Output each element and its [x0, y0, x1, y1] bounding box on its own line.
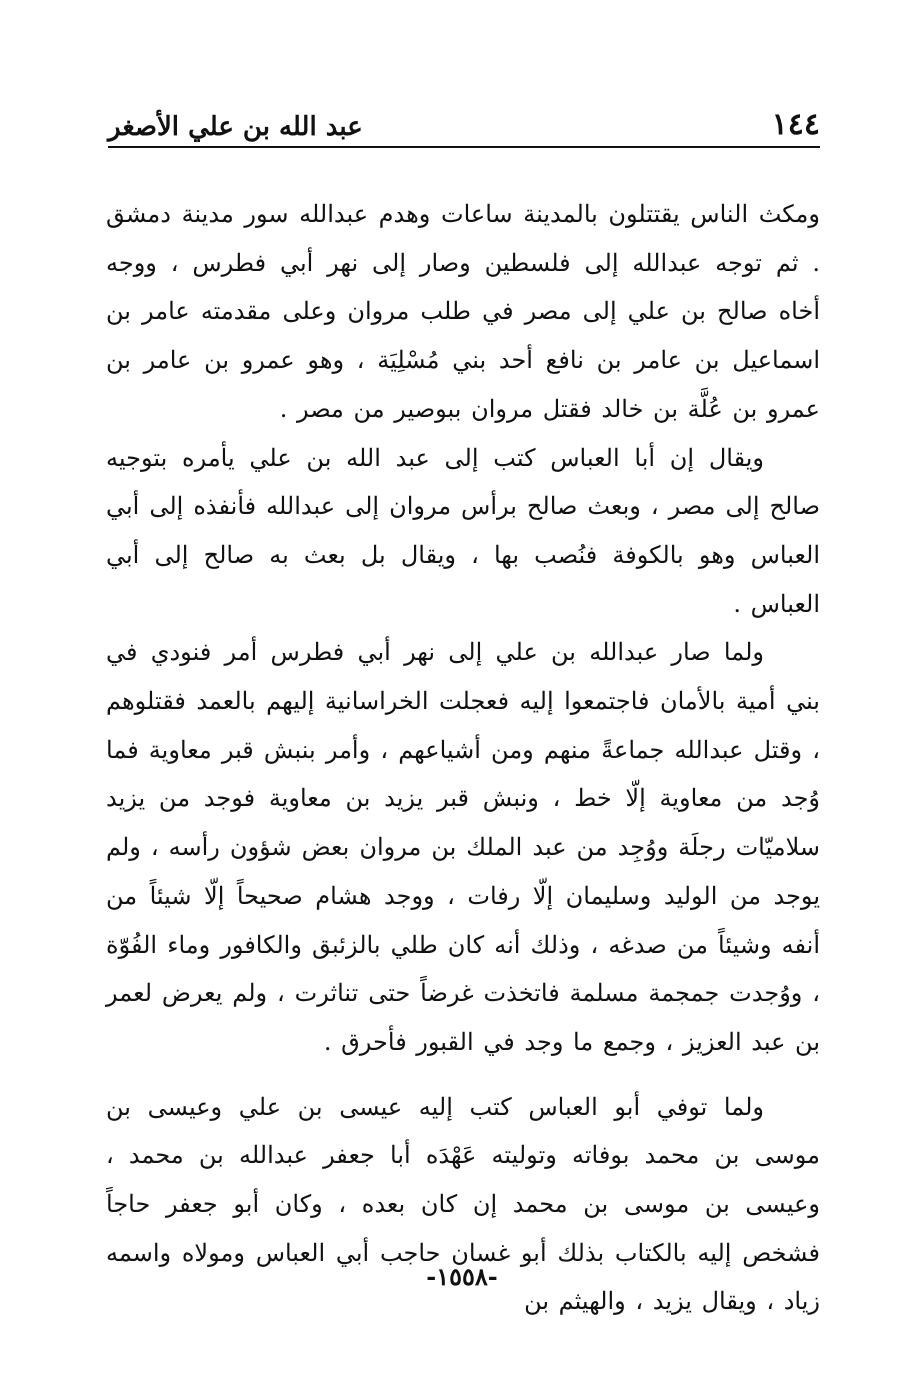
paragraph-3: ولما صار عبدالله بن علي إلى نهر أبي فطرس أمر فنودي في بني أمية بالأمان فاجتمعوا إليه فعجلت الخراسانية إليهم بالعمد فقتلوهم ، وقتل عبدالله جماعةً منهم ومن أشياعهم ، وأمر بنبش قبر معاوية فما وُجد من معاوية إلّا خط ، ونبش قبر يزيد بن معاوية فوجد من يزيد سلاميّات رجلَة ووُجِد من عبد الملك بن مروان بعض شؤون رأسه ، ولم يوجد من الوليد وسليمان إلّا رفات ، ووجد هشام صحيحاً إلّا شيئاً من أنفه وشيئاً من صدغه ، وذلك أنه كان طلي بالزئبق والكافور وماء الفُوّة ، ووُجدت جمجمة مسلمة فاتخذت غرضاً حتى تناثرت ، ولم يعرض لعمر بن عبد العزيز ، وجمع ما وجد في القبور فأحرق .: [106, 638, 820, 1056]
running-title: عبد الله بن علي الأصغر: [108, 112, 363, 142]
header-rule: [108, 146, 820, 148]
folio-number: -١٥٥٨-: [426, 1262, 498, 1291]
paragraph-2: ويقال إن أبا العباس كتب إلى عبد الله بن علي يأمره بتوجيه صالح إلى مصر ، وبعث صالح برأس مروان إلى عبدالله فأنفذه إلى أبي العباس وهو بالكوفة فنُصب بها ، ويقال بل بعث به صالح إلى أبي العباس .: [106, 443, 820, 618]
paragraph-1: ومكث الناس يقتتلون بالمدينة ساعات وهدم عبدالله سور مدينة دمشق . ثم توجه عبدالله إلى فلسطين وصار إلى نهر أبي فطرس ، ووجه أخاه صالح بن علي إلى مصر في طلب مروان وعلى مقدمته عامر بن اسماعيل بن عامر بن نافع أحد بني مُسْلِيَة ، وهو عمرو بن عامر بن عمرو بن عُلَّة بن خالد فقتل مروان ببوصير من مصر .: [106, 200, 820, 423]
paragraph-4: ولما توفي أبو العباس كتب إليه عيسى بن علي وعيسى بن موسى بن محمد بوفاته وتوليته عَهْدَه أبا جعفر عبدالله بن محمد ، وعيسى بن موسى بن محمد إن كان بعده ، وكان أبو جعفر حاجاً فشخص إليه بالكتاب بذلك أبو غسان حاجب أبي العباس ومولاه واسمه زياد ، ويقال يزيد ، والهيثم بن: [106, 1092, 820, 1316]
page-header: [108, 88, 820, 140]
body-text: [106, 190, 820, 1326]
page-number: ١٤٤: [771, 107, 820, 142]
